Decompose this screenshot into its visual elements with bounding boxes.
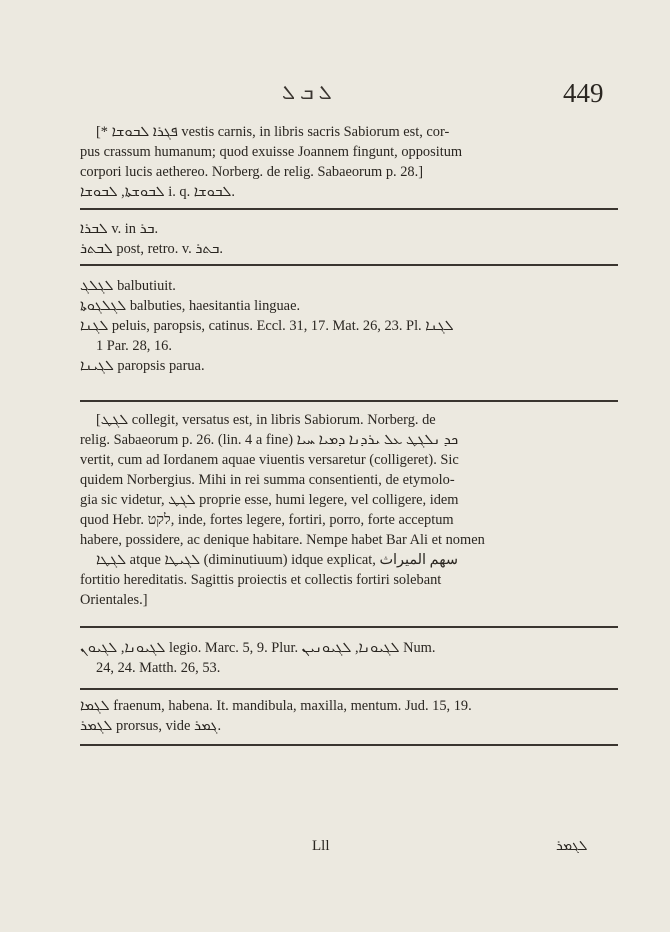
signature-mark: Lll <box>312 838 330 854</box>
entry-line: habere, possidere, ac denique habitare. Nempe habet Bar Ali et nomen <box>80 532 485 548</box>
catchword: ܠܓܡܪ <box>556 838 588 854</box>
section-rule <box>80 264 618 266</box>
section-rule <box>80 688 618 690</box>
entry-line: ܠܓܡܪ prorsus, vide ܓܡܪ. <box>80 718 222 734</box>
entry-line: relig. Sabaeorum p. 26. (lin. 4 a fine) ܟܕ ܢܠܓܛ ܥܠ ܝܪܕܢܐ ܕܡܝܐ ܚܝܐ <box>80 432 459 448</box>
entry-line: quidem Norbergius. Mihi in rei summa consentienti, de etymolo- <box>80 472 455 488</box>
section-rule <box>80 400 618 402</box>
entry-line: gia sic videtur, ܠܓܛ proprie esse, humi legere, vel colligere, idem <box>80 492 459 508</box>
entry-lgma <box>80 696 620 736</box>
entry-line: 1 Par. 28, 16. <box>96 338 172 354</box>
entry-line: ܠܒܬܪ post, retro. v. ܒܬܪ. <box>80 241 223 257</box>
page-footer <box>80 838 620 862</box>
section-rule <box>80 744 618 746</box>
entry-line: ܠܓܝܘܢܐ, ܠܓܝܘܢ legio. Marc. 5, 9. Plur. ܠܓܝܘܢܐ, ܠܓܝܘܢܝܢ Num. <box>80 640 436 656</box>
entry-line: ܠܓܡܐ fraenum, habena. It. mandibula, maxilla, mentum. Jud. 15, 19. <box>80 698 472 714</box>
entry-line: ܠܓܝܢܐ paropsis parua. <box>80 358 205 374</box>
entry-line: 24, 24. Matth. 26, 53. <box>96 660 221 676</box>
section-rule <box>80 626 618 628</box>
entry-line: fortitio hereditatis. Sagittis proiectis et collectis fortiri solebant <box>80 572 442 588</box>
entry-pagra-lbusha <box>80 122 620 202</box>
entry-line: vertit, cum ad Iordanem aquae viuentis versaretur (colligeret). Sic <box>80 452 459 468</box>
entry-line: ܠܓܠܓܘܬܐ balbuties, haesitantia linguae. <box>80 298 301 314</box>
entry-lglg <box>80 276 620 376</box>
entry-lgyon <box>80 638 620 678</box>
entry-line: ܠܒܘܫܬܐ, ܠܒܘܫܐ i. q. ܠܒܘܫܐ. <box>80 184 235 200</box>
entry-line: ܠܒܪܐ v. in ܒܪ. <box>80 221 159 237</box>
entry-line: [ܠܓܛ collegit, versatus est, in libris Sabiorum. Norberg. de <box>96 412 436 428</box>
entry-line: corpori lucis aethereo. Norberg. de relig. Sabaeorum p. 28.] <box>80 164 423 180</box>
running-head: ܠ ܒ ܠ <box>282 82 332 104</box>
entry-lbra <box>80 219 620 259</box>
entry-line: ܠܓܢܐ peluis, paropsis, catinus. Eccl. 31, 17. Mat. 26, 23. Pl. ܠܓܢܐ <box>80 318 454 334</box>
entry-line: pus crassum humanum; quod exuisse Joannem fingunt, oppositum <box>80 144 463 160</box>
section-rule <box>80 208 618 210</box>
entry-line: quod Hebr. לקט, inde, fortes legere, fortiri, porro, forte acceptum <box>80 512 454 528</box>
page-number: 449 <box>563 78 604 108</box>
entry-line: ܠܓܠܓ balbutiuit. <box>80 278 176 294</box>
entry-lgt <box>80 410 620 610</box>
entry-line: ܠܓܛܐ atque ܠܓܝܛܐ (diminutiuum) idque explicat, سهم الميراث <box>96 552 458 568</box>
entry-line: [* ܦܓܪܐ ܠܒܘܫܐ vestis carnis, in libris sacris Sabiorum est, cor- <box>96 124 450 140</box>
entry-line: Orientales.] <box>80 592 148 608</box>
page-header <box>0 78 670 118</box>
